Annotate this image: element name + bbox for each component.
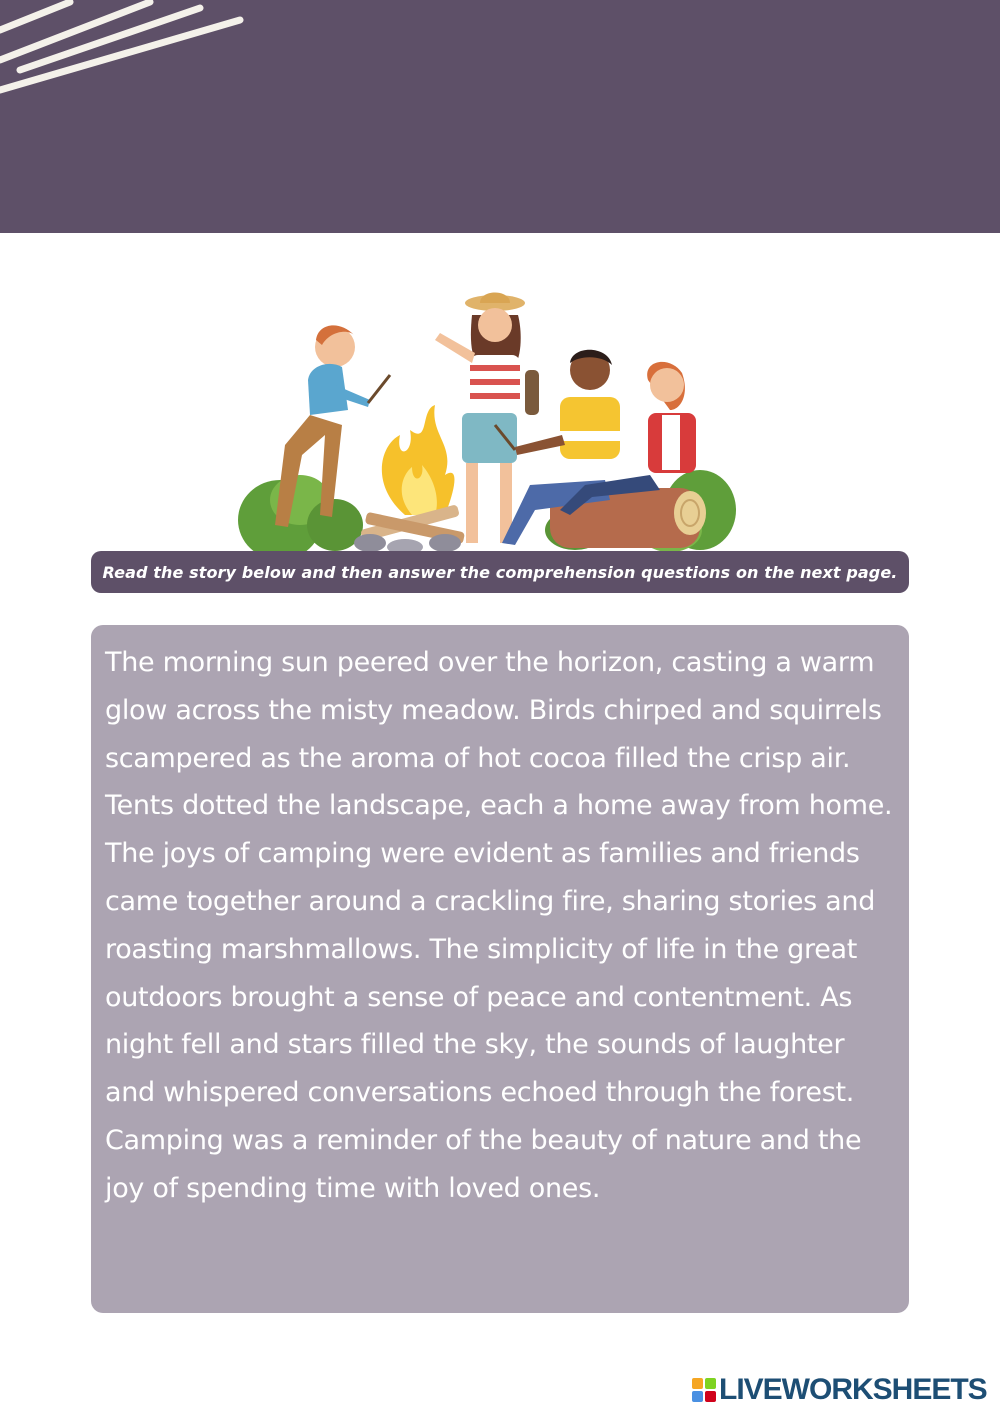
scribble-decoration	[0, 0, 260, 100]
story-text: The morning sun peered over the horizon, casting a warm glow across the misty meadow. Birds chirped and squirrels scampered as the aroma of hot cocoa filled the crisp air. Tents dotted the landscape, each a home away from home. The joys of camping were evident as families and friends came together around a crackling fire, sharing stories and roasting marshmallows. The simplicity of life in the great outdoors brought a sense of peace and contentment. As night fell and stars filled the sky, the sounds of laughter and whispered conversations echoed through the forest. Camping was a reminder of the beauty of nature and the joy of spending time with loved ones.	[105, 647, 893, 1204]
liveworksheets-brand[interactable]	[692, 1373, 987, 1407]
brand-name: LIVEWORKSHEETS	[719, 1373, 987, 1406]
instruction-banner: Read the story below and then answer the comprehension questions on the next page.	[91, 551, 909, 593]
campfire	[354, 405, 465, 555]
logo-letter-v	[692, 1391, 703, 1402]
liveworksheets-logo-icon	[692, 1378, 716, 1402]
logo-letter-e	[705, 1391, 716, 1402]
logo-letter-i	[705, 1378, 716, 1389]
story-box	[91, 625, 909, 1313]
bush-left	[238, 475, 363, 555]
header-band	[0, 0, 1000, 233]
logo-letter-l	[692, 1378, 703, 1389]
camping-illustration	[230, 285, 750, 555]
boy-roasting-marshmallow	[275, 325, 390, 527]
